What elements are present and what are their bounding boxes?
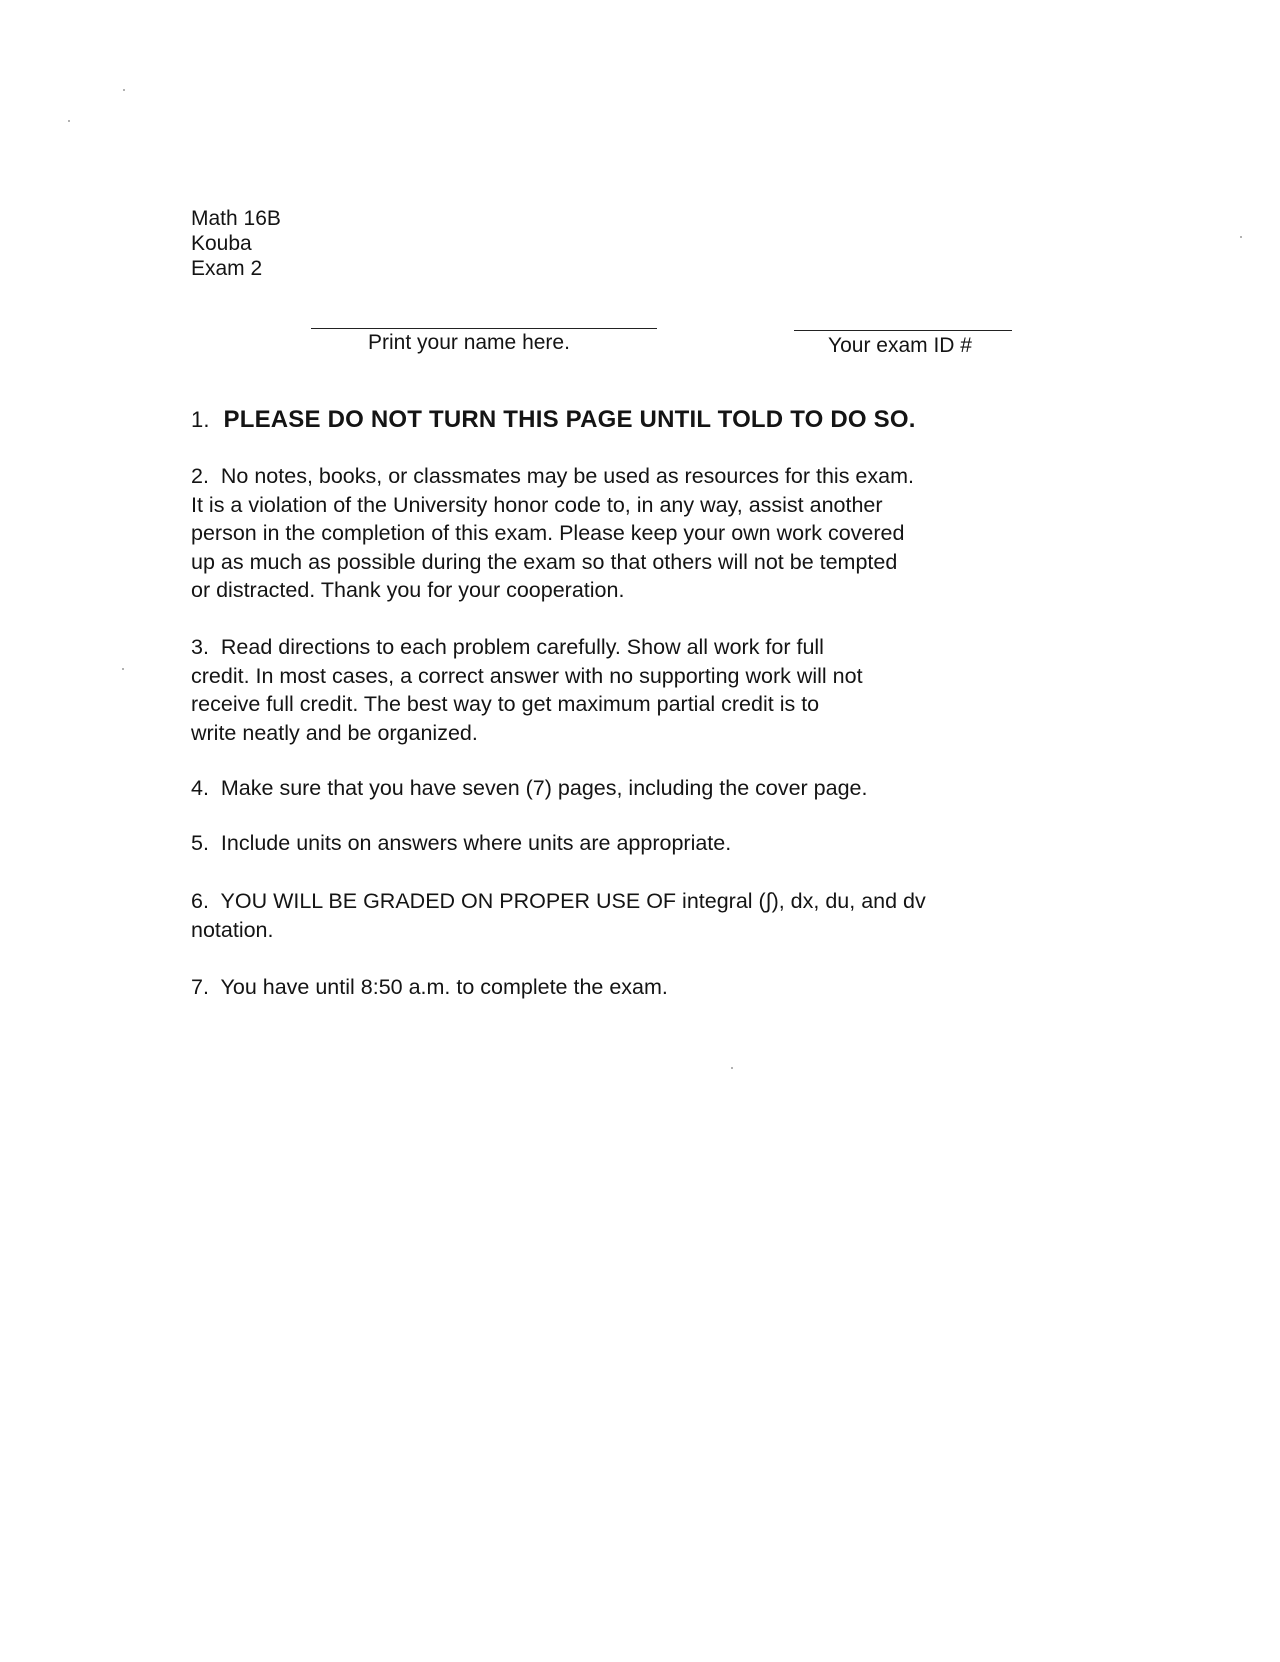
exam-id-line[interactable] — [794, 330, 1012, 331]
instruction-line: Read directions to each problem carefully. Show all work for full — [220, 635, 824, 659]
instruction-number: 1. — [191, 407, 210, 432]
instruction-number: 2. — [191, 464, 209, 488]
instruction-item-5 — [191, 829, 731, 858]
scan-speck — [122, 668, 124, 670]
instruction-line: PLEASE DO NOT TURN THIS PAGE UNTIL TOLD TO DO SO. — [223, 406, 916, 433]
instruction-number: 4. — [191, 776, 209, 800]
instructor-name: Kouba — [191, 232, 252, 255]
instruction-line: No notes, books, or classmates may be used as resources for this exam. — [220, 464, 914, 488]
instruction-line: It is a violation of the University honor code to, in any way, assist another — [191, 492, 883, 517]
instruction-item-2 — [191, 462, 914, 605]
instruction-item-7 — [191, 973, 668, 1002]
instruction-number: 5. — [191, 831, 209, 855]
instruction-line: Make sure that you have seven (7) pages, including the cover page. — [220, 776, 868, 800]
instruction-line: receive full credit. The best way to get maximum partial credit is to — [191, 692, 820, 716]
instruction-line: or distracted. Thank you for your cooperation. — [191, 578, 625, 602]
instruction-line: You have until 8:50 a.m. to complete the exam. — [220, 975, 668, 999]
exam-id-label: Your exam ID # — [828, 334, 972, 357]
name-label: Print your name here. — [368, 331, 570, 354]
instruction-item-3 — [191, 633, 863, 747]
scan-speck — [1240, 236, 1242, 238]
instruction-number: 7. — [191, 975, 209, 999]
course-name: Math 16B — [191, 207, 281, 230]
instruction-line: up as much as possible during the exam so that others will not be tempted — [191, 549, 898, 574]
instruction-line: Include units on answers where units are appropriate. — [220, 831, 732, 855]
instruction-item-4 — [191, 774, 867, 803]
scan-speck — [123, 89, 125, 91]
exam-header — [191, 206, 281, 281]
instruction-line: YOU WILL BE GRADED ON PROPER USE OF integral (∫), dx, du, and dv — [220, 889, 926, 913]
instruction-item-6 — [191, 887, 926, 944]
instruction-line: notation. — [191, 917, 274, 942]
instruction-line: credit. In most cases, a correct answer with no supporting work will not — [191, 663, 863, 688]
instruction-item-1 — [191, 406, 916, 435]
instruction-number: 3. — [191, 635, 209, 659]
name-line[interactable] — [311, 328, 657, 329]
instruction-line: person in the completion of this exam. Please keep your own work covered — [191, 521, 905, 545]
scan-speck — [731, 1067, 733, 1069]
instruction-line: write neatly and be organized. — [191, 720, 478, 745]
scan-speck — [68, 120, 70, 122]
instruction-number: 6. — [191, 889, 209, 913]
exam-title: Exam 2 — [191, 257, 263, 280]
